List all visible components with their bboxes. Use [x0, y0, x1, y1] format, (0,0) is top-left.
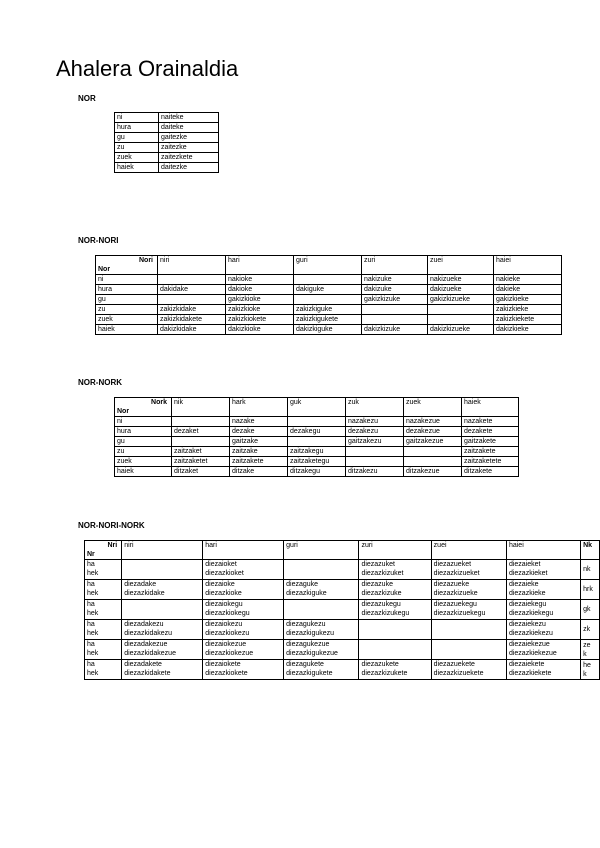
table-cell: zakizkiguke [294, 305, 362, 315]
row-label-cell: zuek [96, 315, 158, 325]
table-cell: zakizkidake [158, 305, 226, 315]
table-row [115, 437, 519, 447]
column-header: guri [284, 541, 359, 560]
table-cell: gakizkieke [494, 295, 562, 305]
row-label-cell: haiek [115, 163, 159, 173]
table-cell: diezazukegu diezazkizukegu [359, 600, 431, 620]
table-row [96, 275, 562, 285]
column-header: zuei [428, 256, 494, 275]
column-header: zuri [362, 256, 428, 275]
column-header: haiei [506, 541, 580, 560]
table-cell [158, 295, 226, 305]
table-row [115, 447, 519, 457]
row-label-cell: ha hek [85, 580, 122, 600]
table-cell [288, 417, 346, 427]
table-cell: ditzake [230, 467, 288, 477]
table-cell: zakizkiekete [494, 315, 562, 325]
table-cell: zaitzakete [230, 457, 288, 467]
section-heading-nor-nori: NOR-NORI [78, 236, 119, 245]
corner-header-top: Nork [115, 398, 172, 408]
table-cell: dezakegu [288, 427, 346, 437]
column-header: hari [226, 256, 294, 275]
column-header: hark [230, 398, 288, 417]
table-cell [172, 437, 230, 447]
table-cell: gaitzakezu [346, 437, 404, 447]
table-cell: zakizkieke [494, 305, 562, 315]
table-cell: daitezke [159, 163, 219, 173]
table-cell: gaitzakete [462, 437, 519, 447]
table-cell: dakizkieke [494, 325, 562, 335]
table-cell: dakizkiguke [294, 325, 362, 335]
section-heading-nor: NOR [78, 94, 96, 103]
table-cell: dakiguke [294, 285, 362, 295]
table-row [85, 660, 600, 680]
column-header: nik [172, 398, 230, 417]
table-cell: diezadakete diezazkidakete [122, 660, 203, 680]
row-label-cell: ha hek [85, 660, 122, 680]
table-cell: dakizkizuke [362, 325, 428, 335]
table-cell: nakizueke [428, 275, 494, 285]
table-row [85, 600, 600, 620]
column-header: niri [158, 256, 226, 275]
table-cell: diezaieket diezazkieket [506, 560, 580, 580]
table-row [115, 417, 519, 427]
row-label-cell: ha hek [85, 560, 122, 580]
table-cell: dakioke [226, 285, 294, 295]
table-row [85, 560, 600, 580]
table-cell [428, 315, 494, 325]
table-cell: diezaguke diezazkiguke [284, 580, 359, 600]
table-cell: nakioke [226, 275, 294, 285]
table-cell [284, 560, 359, 580]
table-cell: dezakezu [346, 427, 404, 437]
table-cell: zaitzaketegu [288, 457, 346, 467]
row-label-cell: ha hek [85, 620, 122, 640]
table-cell [362, 305, 428, 315]
table-row [96, 315, 562, 325]
table-cell: diezagukete diezazkigukete [284, 660, 359, 680]
table-cell: diezazuket diezazkizuket [359, 560, 431, 580]
table-cell: dakidake [158, 285, 226, 295]
table-cell: nazake [230, 417, 288, 427]
table-cell: nazakezue [404, 417, 462, 427]
table-cell: nazakezu [346, 417, 404, 427]
table-cell: gk [581, 600, 600, 620]
table-cell: dakizuke [362, 285, 428, 295]
table-cell: dezaket [172, 427, 230, 437]
table-cell: hrk [581, 580, 600, 600]
table-row [115, 113, 219, 123]
table-cell [428, 305, 494, 315]
table-row [115, 467, 519, 477]
table-cell: ditzakezu [346, 467, 404, 477]
row-label-cell: gu [96, 295, 158, 305]
table-cell: ditzaket [172, 467, 230, 477]
table-cell: ditzakegu [288, 467, 346, 477]
table-cell [346, 457, 404, 467]
row-label-cell: haiek [96, 325, 158, 335]
table-cell: ze k [581, 640, 600, 660]
nor-nork-table [114, 397, 519, 477]
table-row [115, 457, 519, 467]
table-cell: ditzakezue [404, 467, 462, 477]
corner-header-top: Nori [96, 256, 158, 266]
column-header: haiek [462, 398, 519, 417]
table-cell [122, 560, 203, 580]
column-header: zuei [431, 541, 506, 560]
section-heading-nor-nori-nork: NOR-NORI-NORK [78, 521, 145, 530]
column-header: zuek [404, 398, 462, 417]
table-cell: zakizkidakete [158, 315, 226, 325]
table-cell: zaitzaketet [172, 457, 230, 467]
table-row [85, 580, 600, 600]
table-cell [346, 447, 404, 457]
table-cell: dezake [230, 427, 288, 437]
row-label-cell: ni [96, 275, 158, 285]
table-row [115, 143, 219, 153]
table-cell: diezaiekete diezazkiekete [506, 660, 580, 680]
table-cell: diezadakezue diezazkidakezue [122, 640, 203, 660]
table-cell [431, 640, 506, 660]
corner-header-top: Nri [85, 541, 122, 551]
table-cell: diezaieke diezazkieke [506, 580, 580, 600]
table-cell: dakieke [494, 285, 562, 295]
table-row [96, 295, 562, 305]
column-header: niri [122, 541, 203, 560]
table-row [115, 427, 519, 437]
table-cell [431, 620, 506, 640]
row-label-cell: hura [96, 285, 158, 295]
table-cell: diezazukete diezazkizukete [359, 660, 431, 680]
table-cell: gakizkioke [226, 295, 294, 305]
row-label-cell: gu [115, 437, 172, 447]
table-cell: gakizkizueke [428, 295, 494, 305]
table-row [96, 305, 562, 315]
row-label-cell: ha hek [85, 640, 122, 660]
table-cell: zaitezke [159, 143, 219, 153]
table-cell: gaitzakezue [404, 437, 462, 447]
table-row [96, 285, 562, 295]
table-cell: zaitzaket [172, 447, 230, 457]
row-label-cell: hura [115, 123, 159, 133]
table-cell [288, 437, 346, 447]
table-cell: diezaiekezu diezazkiekezu [506, 620, 580, 640]
table-cell: diezazuekegu diezazkizuekegu [431, 600, 506, 620]
table-row [85, 620, 600, 640]
column-header: zuk [346, 398, 404, 417]
row-label-cell: zuek [115, 153, 159, 163]
table-cell: diezaiokezue diezazkiokezue [203, 640, 284, 660]
table-cell: nakizuke [362, 275, 428, 285]
column-header: zuri [359, 541, 431, 560]
column-header: guk [288, 398, 346, 417]
row-label-cell: gu [115, 133, 159, 143]
table-cell: diezazuke diezazkizuke [359, 580, 431, 600]
row-label-cell: ha hek [85, 600, 122, 620]
table-cell: gakizkizuke [362, 295, 428, 305]
table-cell: zaitzakete [462, 447, 519, 457]
column-header: haiei [494, 256, 562, 275]
table-row [115, 133, 219, 143]
table-cell: dakizkioke [226, 325, 294, 335]
table-cell: naiteke [159, 113, 219, 123]
table-cell: gaitzake [230, 437, 288, 447]
section-heading-nor-nork: NOR-NORK [78, 378, 122, 387]
table-cell: diezaiokezu diezazkiokezu [203, 620, 284, 640]
table-cell: diezaioke diezazkioke [203, 580, 284, 600]
table-cell [404, 457, 462, 467]
column-header-nork: Nk [581, 541, 600, 560]
table-cell: zk [581, 620, 600, 640]
table-cell: nk [581, 560, 600, 580]
table-cell: zaitzakegu [288, 447, 346, 457]
corner-header-bottom: Nor [96, 265, 158, 275]
table-cell [294, 295, 362, 305]
row-label-cell: zu [115, 447, 172, 457]
table-cell: diezaiokete diezazkiokete [203, 660, 284, 680]
row-label-cell: hura [115, 427, 172, 437]
table-row [85, 640, 600, 660]
table-cell [294, 275, 362, 285]
row-label-cell: zu [96, 305, 158, 315]
row-label-cell: ni [115, 417, 172, 427]
page-title: Ahalera Orainaldia [56, 56, 239, 81]
row-label-cell: zu [115, 143, 159, 153]
column-header: hari [203, 541, 284, 560]
table-cell [404, 447, 462, 457]
table-cell [284, 600, 359, 620]
table-cell: diezazuekete diezazkizuekete [431, 660, 506, 680]
table-cell: dezakete [462, 427, 519, 437]
nor-nori-nork-table [84, 540, 600, 680]
table-cell: diezaiokegu diezazkiokegu [203, 600, 284, 620]
table-cell: diezaiekezue diezazkiekezue [506, 640, 580, 660]
table-cell: diezadake diezazkidake [122, 580, 203, 600]
table-cell [158, 275, 226, 285]
table-row [115, 153, 219, 163]
table-cell: dezakezue [404, 427, 462, 437]
table-cell: diezadakezu diezazkidakezu [122, 620, 203, 640]
table-row [115, 163, 219, 173]
table-cell: dakizkidake [158, 325, 226, 335]
table-cell: he k [581, 660, 600, 680]
table-cell: daiteke [159, 123, 219, 133]
column-header: guri [294, 256, 362, 275]
table-cell: nakieke [494, 275, 562, 285]
row-label-cell: ni [115, 113, 159, 123]
table-cell [122, 600, 203, 620]
table-cell: zakizkiokete [226, 315, 294, 325]
nor-table [114, 112, 219, 173]
table-cell: zaitzake [230, 447, 288, 457]
table-cell [359, 620, 431, 640]
table-row [96, 325, 562, 335]
table-cell: diezazueket diezazkizueket [431, 560, 506, 580]
table-cell [359, 640, 431, 660]
table-cell: nazakete [462, 417, 519, 427]
table-cell: dakizueke [428, 285, 494, 295]
table-cell [362, 315, 428, 325]
table-cell: zaitezkete [159, 153, 219, 163]
row-label-cell: haiek [115, 467, 172, 477]
nor-nori-table [95, 255, 562, 335]
table-cell: gaitezke [159, 133, 219, 143]
table-cell: dakizkizueke [428, 325, 494, 335]
table-cell: zakizkioke [226, 305, 294, 315]
table-cell [172, 417, 230, 427]
table-cell: ditzakete [462, 467, 519, 477]
table-cell: diezagukezu diezazkigukezu [284, 620, 359, 640]
table-cell: diezagukezue diezazkigukezue [284, 640, 359, 660]
row-label-cell: zuek [115, 457, 172, 467]
table-cell: zakizkigukete [294, 315, 362, 325]
table-cell: diezazueke diezazkizueke [431, 580, 506, 600]
corner-header-bottom: Nr [85, 550, 122, 560]
table-cell: diezaioket diezazkioket [203, 560, 284, 580]
table-cell: diezaiekegu diezazkiekegu [506, 600, 580, 620]
corner-header-bottom: Nor [115, 407, 172, 417]
table-cell: zaitzaketete [462, 457, 519, 467]
table-row [115, 123, 219, 133]
